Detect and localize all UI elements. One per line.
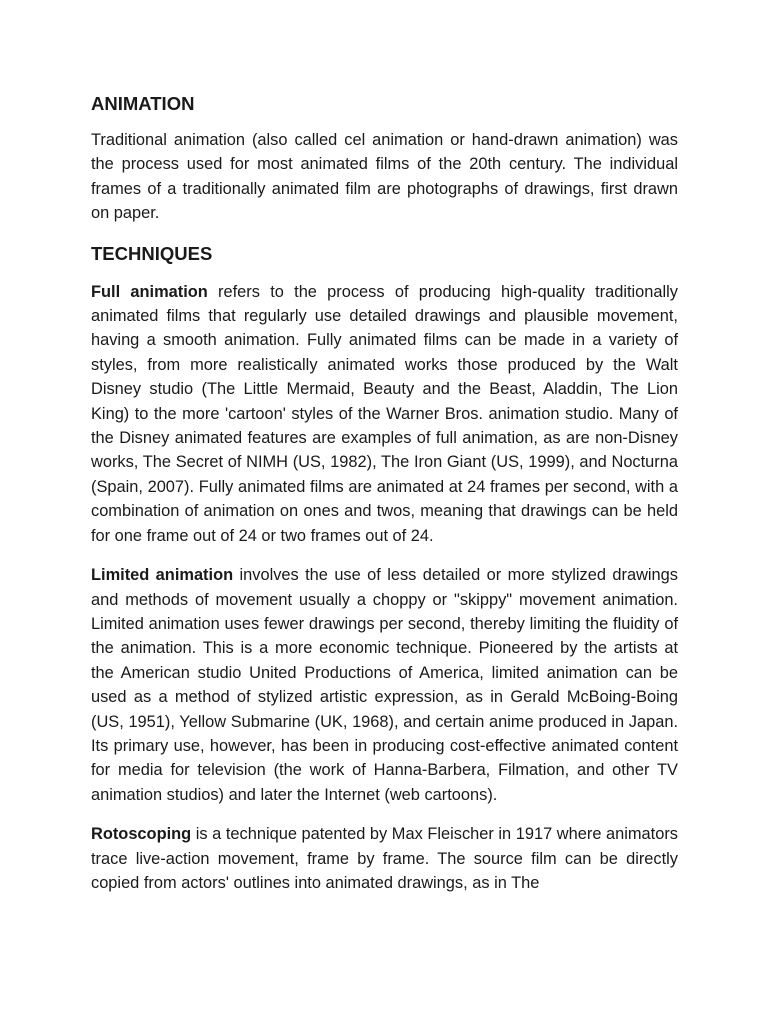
document-body (91, 92, 678, 895)
document-title: ANIMATION (91, 93, 195, 114)
full-animation-text: refers to the process of producing high-quality traditionally animated films that regularly use detailed drawings and plausible movement, having a smooth animation. Fully animated films can be made in a variety of styles, from more realistically animated works those produced by the Walt Disney studio (The Little Mermaid, Beauty and the Beast, Aladdin, The Lion King) to the more 'cartoon' styles of the Warner Bros. animation studio. Many of the Disney animated features are examples of full animation, as are non-Disney works, The Secret of NIMH (US, 1982), The Iron Giant (US, 1999), and Nocturna (Spain, 2007). Fully animated films are animated at 24 frames per second, with a combination of animation on ones and twos, meaning that drawings can be held for one frame out of 24 or two frames out of 24. (91, 282, 678, 545)
full-animation-paragraph (91, 280, 678, 548)
rotoscoping-term: Rotoscoping (91, 825, 192, 844)
full-animation-term: Full animation (91, 282, 208, 301)
rotoscoping-paragraph (91, 822, 678, 895)
section-heading: TECHNIQUES (91, 242, 213, 264)
rotoscoping-text: is a technique patented by Max Fleischer in 1917 where animators trace live-action movement, frame by frame. The source film can be directly copied from actors' outlines into animated drawings, as in The (91, 825, 678, 892)
limited-animation-term: Limited animation (91, 566, 234, 585)
intro-paragraph: Traditional animation (also called cel animation or hand-drawn animation) was the process used for most animated films of the 20th century. The individual frames of a traditionally animated film are photographs of drawings, first drawn on paper. (91, 131, 678, 223)
limited-animation-text: involves the use of less detailed or more stylized drawings and methods of movement usually a choppy or "skippy" movement animation. Limited animation uses fewer drawings per second, thereby limiting the fluidity of the animation. This is a more economic technique. Pioneered by the artists at the American studio United Productions of America, limited animation can be used as a method of stylized artistic expression, as in Gerald McBoing-Boing (US, 1951), Yellow Submarine (UK, 1968), and certain anime produced in Japan. Its primary use, however, has been in producing cost-effective animated content for media for television (the work of Hanna-Barbera, Filmation, and other TV animation studios) and later the Internet (web cartoons). (91, 566, 678, 804)
limited-animation-paragraph (91, 563, 678, 807)
